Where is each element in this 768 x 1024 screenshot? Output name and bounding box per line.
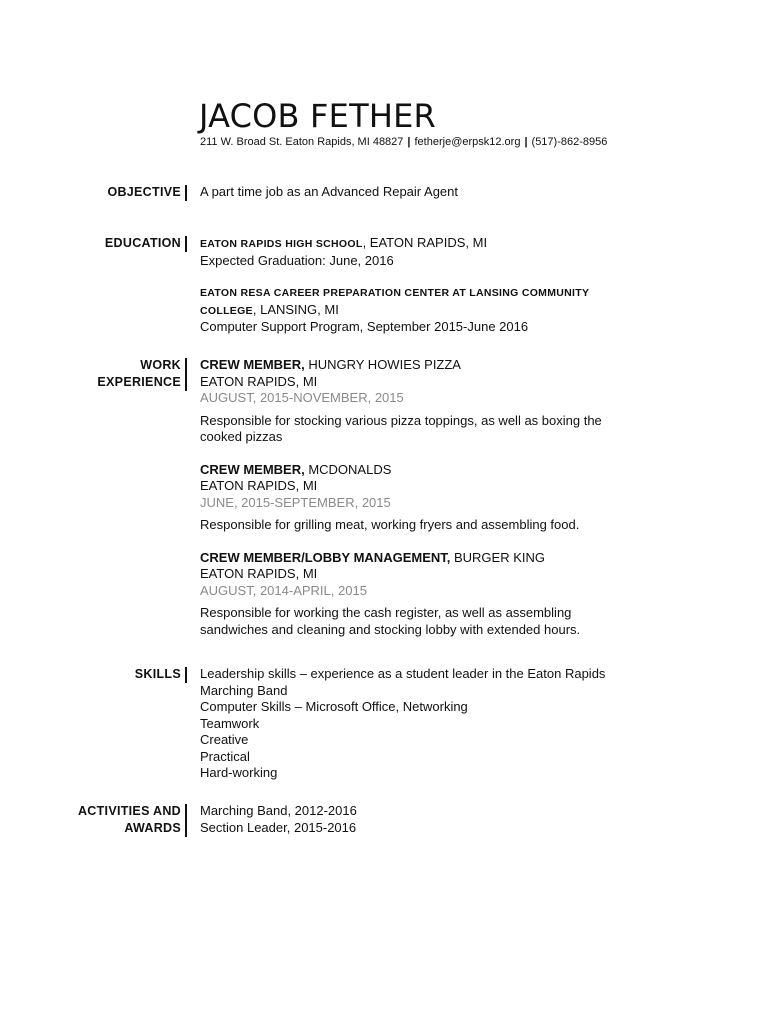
objective-label: OBJECTIVE (107, 185, 181, 199)
skill-item: Teamwork (200, 715, 260, 731)
activities-label (78, 803, 181, 837)
education-item (200, 302, 670, 320)
activity-item: Section Leader, 2015-2016 (200, 819, 357, 835)
job-heading (200, 550, 670, 567)
education-detail: Computer Support Program, September 2015-June 2016 (200, 319, 529, 334)
job-description: Responsible for stocking various pizza toppings, as well as boxing the cooked pizzas (200, 412, 602, 444)
school-name: COLLEGE (200, 304, 253, 317)
contact-line (200, 135, 607, 149)
job-dates: AUGUST, 2014-APRIL, 2015 (200, 582, 367, 598)
job-heading (200, 357, 670, 374)
job-location: EATON RAPIDS, MI (200, 566, 318, 581)
job-employer: MCDONALDS (304, 461, 392, 477)
job-title: CREW MEMBER/LOBBY MANAGEMENT, (200, 549, 451, 565)
contact-separator: | (407, 136, 411, 148)
objective-content (200, 184, 670, 201)
activities-label-line: AWARDS (124, 821, 181, 835)
work-label-line: WORK (140, 358, 181, 372)
objective-text: A part time job as an Advanced Repair Agent (200, 184, 459, 199)
skills-label: SKILLS (134, 667, 181, 681)
job-employer: BURGER KING (450, 549, 545, 565)
job-dates: AUGUST, 2015-NOVEMBER, 2015 (200, 390, 404, 405)
education-item (200, 235, 670, 253)
job-description: Responsible for working the cash register, as well as assembling sandwiches and cleaning and stocking lobby with extended hours. (200, 605, 581, 637)
school-name: EATON RAPIDS HIGH SCHOOL (200, 238, 363, 250)
section-divider (185, 804, 187, 837)
job-title: CREW MEMBER, (200, 357, 305, 372)
job-heading (200, 462, 670, 479)
contact-separator: | (524, 136, 528, 148)
job-description: Responsible for grilling meat, working fryers and assembling food. (200, 517, 580, 532)
school-location: , EATON RAPIDS, MI (362, 235, 488, 250)
section-divider (185, 358, 187, 391)
job-dates: JUNE, 2015-SEPTEMBER, 2015 (200, 494, 391, 510)
skills-content (200, 666, 670, 782)
skill-item: Leadership skills – experience as a student leader in the Eaton Rapids Marching Band (200, 666, 606, 698)
section-divider (185, 667, 187, 683)
activity-item: Marching Band, 2012-2016 (200, 803, 357, 818)
skill-item: Creative (200, 732, 249, 747)
resume-name: JACOB FETHER (199, 97, 436, 135)
job-entry (200, 462, 670, 534)
address: 211 W. Broad St. Eaton Rapids, MI 48827 (200, 136, 404, 148)
work-label-line: EXPERIENCE (97, 375, 181, 389)
school-location: , LANSING, MI (252, 301, 339, 317)
work-content (200, 357, 670, 638)
skill-item: Computer Skills – Microsoft Office, Networking (200, 699, 468, 714)
activities-label-line: ACTIVITIES AND (77, 804, 181, 818)
job-employer: HUNGRY HOWIES PIZZA (304, 357, 461, 372)
education-label: EDUCATION (104, 236, 181, 250)
skill-item: Practical (200, 748, 250, 764)
job-title: CREW MEMBER, (200, 461, 305, 477)
phone: (517)-862-8956 (531, 136, 608, 148)
school-name: EATON RESA CAREER PREPARATION CENTER AT LANSING COMMUNITY (200, 287, 590, 299)
job-location: EATON RAPIDS, MI (200, 478, 318, 493)
activities-content (200, 803, 670, 836)
job-location: EATON RAPIDS, MI (200, 373, 318, 389)
work-label (97, 357, 181, 391)
skill-item: Hard-working (200, 765, 278, 780)
job-entry (200, 550, 670, 639)
job-entry (200, 357, 670, 446)
education-content (200, 235, 670, 336)
section-divider (185, 236, 187, 252)
email: fetherje@erpsk12.org (414, 136, 521, 148)
section-divider (185, 185, 187, 201)
education-detail: Expected Graduation: June, 2016 (200, 252, 394, 268)
